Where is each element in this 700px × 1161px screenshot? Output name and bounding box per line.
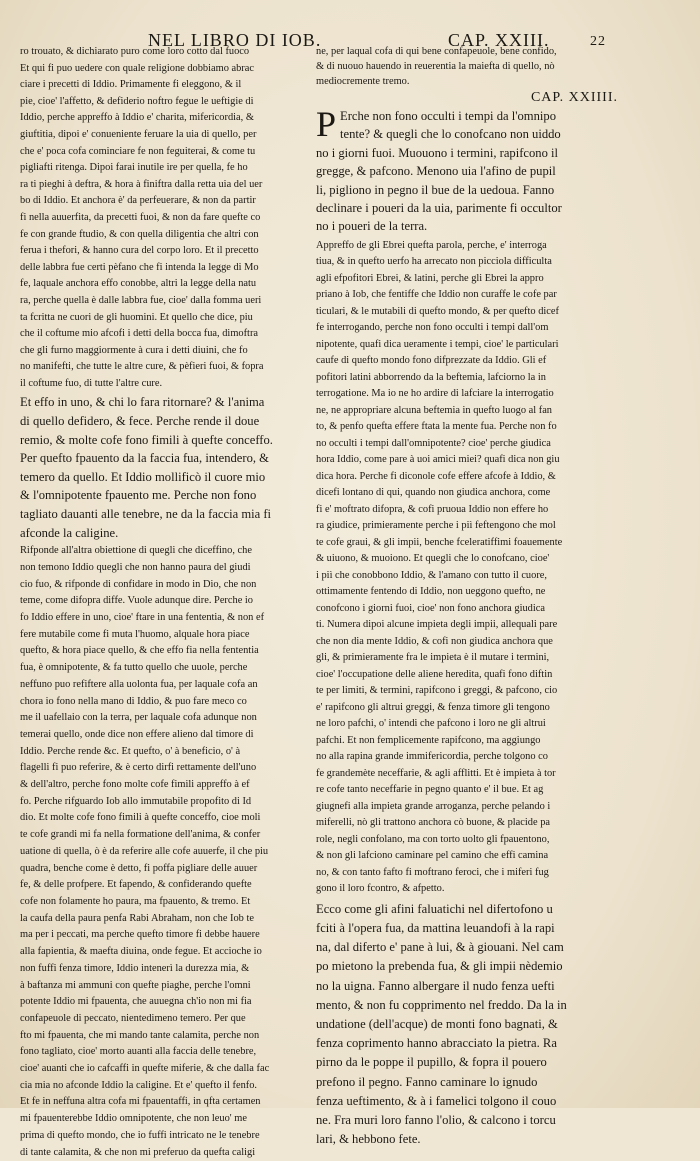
scripture-passage: Et effo in uno, & chi lo fara ritornare? & l'anima di quello defidero, & fece. Perche rende il doue remio, & molte cofe fono fimili à quefte conceffo. Per quefto fpauento da la faccia fua, intendero, & temero da quello. Et Iddio mollificò il cuore mio & l'omnipotente fpauento me. Perche non fono tagliato dauanti alle tenebre, ne da la faccia mia fi afconde la caligine. (20, 395, 273, 540)
commentary-paragraph: Appreffo de gli Ebrei quefta parola, perche, e' interroga tiua, & in quefto uerfo ha arrecato non picciola difficulta agli efpofitori Ebrei, & latini, perche gli Ebrei la appro priano à Iob, che fentiffe che Iddio non curaffe le cofe par ticulari, & le mutabili di quefto mondo, & per quefto dicef fe interrogando, perche non fono occulti i tempi dall'om nipotente, quafi dica ueramente i tempi, cioe' le particulari caufe di quefto mondo fono difprezzate da Iddio. Gli ef pofitori latini abborrendo da la beftemia, lafciorno la in terrogatione. Ma io ne ho ardire di lafciare la interrogatio ne, ne appropriare alcuna beftemia in quefto luogo al fan to, & penfo quefta effere ftata la mente fua. Perche non fo no occulti i tempi dall'omnipotente? cioe' perche giudica hora Iddio, come pare à uoi amici miei? quafi dica non giu dica hora. Perche fi diconole cofe effere afcofe à Iddio, & dicefi lontano di qui, quando non giudica anchora, come fi e' moftrato difopra, & cofi pruoua Iddio non effere ho ra giudice, primieramente perche i piì feftengono che mol te cofe graui, & gli impii, benche fceleratiffimi foauemente & uiuono, & muoiono. Et quegli che lo conofcano, cioe' i piì che conobbono Iddio, & l'amano con tutto il cuore, ottimamente fentendo di Iddio, non ueggono quefto, ne conofcono i giorni fuoi, cioe' non fono anchora giudica ti. Numera dipoi alcune impieta degli impii, allequali pare che non dia mente Iddio, & cofi non giudica anchora que gli, & primieramente fra le impieta è il mutare i termini, cioe' l'occupatione delle aliene heredita, quafi fono diftin te per limiti, & termini, rapifcono i greggi, & pafcono, cio e' rapifcono gli altrui greggi, & fenza timore gli tengono ne loro pafchi, o' intendi che pafcono i loro ne gli altrui pafchi. Et non femplicemente rapifcono, ma aggiungo no alla rapina grande immifericordia, perche tolgono co fe grandemète neceffarie, & agli afflitti. Et è impieta à tor re cofe tanto neceffarie in pegno quanto e' il bue. Et ag giugnefi alla impieta grande arroganza, perche pelando i miferelli, nò gli trattono anchora cò buone, & placide pa role, negli confolano, ma con torto uolto gli fpauentono, & non gli lafciono caminare pel camino che effi camina no, & con tanto fafto fi moftrano feroci, che i miferi fug gono il loro fcontro, & afpetto. (316, 239, 563, 895)
commentary-paragraph: Rifponde all'altra obiettione di quegli che diceffino, che non temono Iddio quegli che non hanno paura del giudi cio fuo, & rifponde di confidare in modo in Dio, che non teme, come difopra diffe. Vuole adunque dire. Perche io fo Iddio effere in uno, cioe' ftare in una fententia, & non ef fere mutabile come fi muta l'huomo, alquale hora piace quefto, & hora piace quello, & che effo fia nella fententia fua, è omnipotente, & fa tutto quello che uuole, perche neffuno puo refiftere alla uolonta fua, per laquale cofa an chora io fono nella mano di Iddio, & puo fare meco co me il uafellaio con la terra, per laquale cofa adunque non temerai quello, onde dice non effere alieno dal timore di Iddio. Perche rende &c. Et quefto, o' à beneficio, o' à flagelli fi puo referire, & è certo dirfi rettamente dell'uno & dell'altro, perche fono molte cofe fimili appreffo à ef fo. Perche rifguardo Iob allo immutabile propofito di Id dio. Et molte cofe fono fimili à quefte conceffo, cioe moli te cofe grandi mi fa nella formatione dell'anima, & confer uatione di quella, ò è da referire alle cofe auuerfe, il che piu quadra, benche come è detto, fi poffa pigliare delle auuer fe, & delle profpere. Et fapendo, & confiderando quefte cofe non folamente ho paura, ma fpauento, & tremo. Et la caufa della paura penfa Rabi Abraham, non che Iob te ma per i peccati, ma perche quefto timore fi debbe hauere alla fapientia, & maefta diuina, onde fegue. Et accioche io non fuffi fenza timore, Iddio intenerì la durezza mia, & à baftanza mi ammuni con quefte piaghe, perche l'omni potente Iddio mi fpauenta, che auuegna ch'io non mi fia confapeuole di peccato, nientedimeno temero. Per que fto mi fpauenta, che mi mando tante calamita, perche non fono tagliato, cioe' morto auanti alla faccia delle tenebre, cioe' auanti che io cafcaffi in quefte miferie, & che dalla fac cia mia no afconde Iddio la caligine. Et e' quefto il fenfo. Et fe in neffuna altra cofa mi fpauentaffi, in qfta certamen mi fpauenterebbe Iddio omnipotente, che non leuo' me prima di quefto mondo, che io fuffi intricato ne le tenebre di tante calamita, & che non mi preferuo da quefta caligi (20, 545, 270, 1158)
commentary-paragraph: ro trouato, & dichiarato puro come loro cotto dal fuoco Et qui fi puo uedere con quale religione dobbiamo abrac ciare i precetti di Iddio. Primamente fi eleggono, & il pie, cioe' l'affetto, & defiderio noftro fegue le ueftigie di Iddio, perche appreffo à Iddio e' charita, mifericordia, & giuftitia, dipoi e' conueniente feruare la uia di quello, per che e' poca cofa cominciare fe non feguiterai, & come tu pigliafti ritenga. Dipoi farai inutile ire per quella, fe ho ra ti pieghi à deftra, & hora à finiftra dalla retta uia del uer bo di Iddio. Et anchora è' da perfeuerare, & non da partir fi nella auuerfita, da precetti fuoi, & non da fare quefte co fe con grande ftudio, & con quella diligentia che altri con ferua i thefori, & hanno cura del corpo loro. Et il precetto delle labbra fue certi pèfano che fi intenda la legge di Mo fe, laquale anchora effo conobbe, altri la legge della natu ra, perche quella è dalle labbra fue, cioe' dalla fomma ueri ta fcritta ne cuori de gli huomini. Et quello che dice, piu che il coftume mio afcofi i detti della bocca fua, dimoftra che gli furno maggiormente à cura i detti diuini, che fo no manifefti, che tutte le altre cure, & pèfieri fuoi, & fopra il coftume fuo, di tutte l'altre cure. (20, 46, 264, 389)
left-column (20, 44, 308, 1158)
folio-number: 22 (590, 34, 606, 49)
chapter-heading: CAP. XXIIII. (530, 90, 618, 105)
scripture-passage: Ecco come gli afini faluatichi nel difertofono u fciti à l'opera fua, da mattina leuandofi à la rapi na, dal diferto e' pane à lui, & à giouani. Nel cam po mietono la prebenda fua, & gli impii nèdemio no la uigna. Fanno albergare il nudo fenza uefti mento, & non fu copprimento nel freddo. Da la in undatione (dell'acque) de monti fono bagnati, & fenza coprimento hanno abracciato la pietra. Ra pirno da le poppe il pupillo, & fopra il pouero prefono il pegno. Fanno caminare lo ignudo fenza ueftimento, & à i famelici tolgono il couo ne. Fra muri loro fanno l'olio, & calcono i torcu lari, & hebbono fete. (316, 901, 567, 1147)
scripture-passage (316, 104, 622, 236)
scripture-text: Erche non fono occulti i tempi da l'omnipo tente? & quegli che lo conofcano non uiddo no i giorni fuoi. Muouono i termini, rapifcono il gregge, & pafcono. Menono uia l'afino de pupil li, pigliono in pegno il bue de la uedoua. Fanno declinare i poueri da la uia, parimente fi occultor no i poueri de la terra. (316, 109, 562, 234)
drop-cap: P (316, 104, 337, 144)
right-column (316, 44, 622, 1147)
commentary-paragraph: ne, per laqual cofa di qui bene confapeuole, bene confido, & di nuouo hauendo in reuerentia la maiefta di quello, nò mediocremente tremo. (316, 46, 557, 87)
chapter-heading-top: CAP. XXIII. (448, 30, 550, 50)
running-title: NEL LIBRO DI IOB. (148, 30, 322, 50)
